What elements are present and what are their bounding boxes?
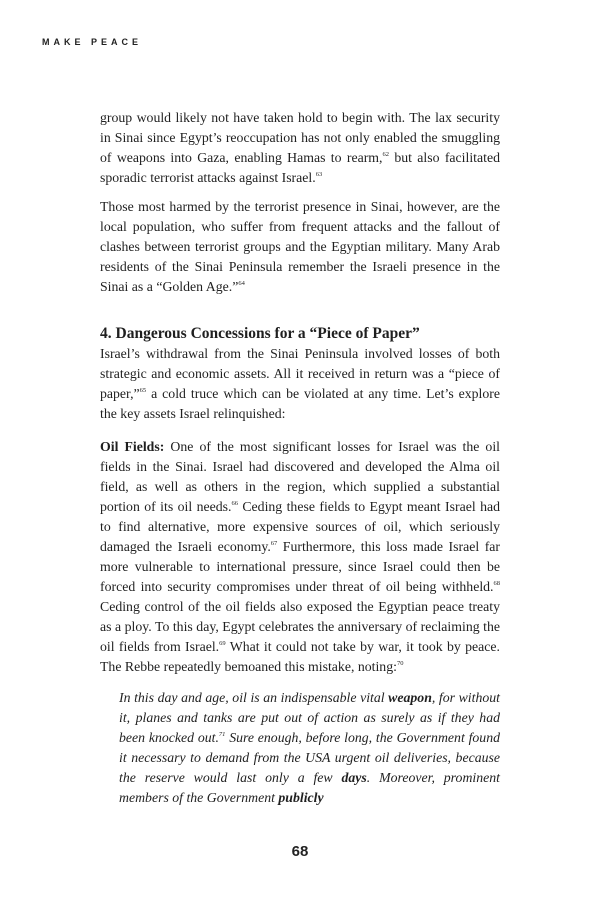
rebbe-quote: In this day and age, oil is an indispensable vital weapon, for without it, planes and tanks are put out of action as surely as if they had been knocked out.$^{71}$ Sure enough, before long, the Government found it necessary to demand from the USA urgent oil deliveries, because the reserve would last only a few days. Moreover, prominent members of the Government publicly: [119, 690, 500, 805]
footnote-ref: 63: [315, 171, 323, 178]
footnote-ref: 65: [139, 387, 147, 394]
footnote-ref: 67: [270, 540, 278, 547]
paragraph-sinai-security: group would likely not have taken hold to begin with. The lax security in Sinai since Egypt’s reoccupation has not only enabled the smuggling of weapons into Gaza, enabling Hamas to rearm,$^{62}$ but also facilitated sporadic terrorist attacks against Israel.$^{63}$: [100, 110, 500, 185]
running-head: MAKE PEACE: [42, 37, 143, 47]
paragraph-local-population: Those most harmed by the terrorist presence in Sinai, however, are the local population, who suffer from frequent attacks and the fallout of clashes between terrorist groups and the Egyptian military. Many Arab residents of the Sinai Peninsula remember the Israeli presence in the Sinai as a “Golden Age.”$^{64}$: [100, 199, 500, 294]
footnote-ref: 66: [231, 500, 238, 507]
footnote-ref: 62: [382, 151, 389, 158]
page-number: 68: [291, 843, 309, 860]
footnote-ref: 64: [238, 280, 245, 287]
footnote-ref: 70: [396, 660, 404, 667]
footnote-ref: 68: [493, 580, 500, 587]
footnote-ref: 71: [218, 731, 226, 738]
body-text: [100, 108, 500, 808]
paragraph-withdrawal: Israel’s withdrawal from the Sinai Peninsula involved losses of both strategic and economic assets. All it received in return was a “piece of paper,”$^{65}$ a cold truce which can be violated at any time. Let’s explore the key assets Israel relinquished:: [100, 346, 500, 421]
oil-fields-lead: Oil Fields:: [100, 439, 165, 454]
footnote-ref: 69: [219, 640, 226, 647]
paragraph-oil-fields: Oil Fields: One of the most significant losses for Israel was the oil fields in the Sinai. Israel had discovered and developed the Alma oil field, as well as others in the region, which supplied a substantial portion of its oil needs.$^{66}$ Ceding these fields to Egypt meant Israel had to find alternative, more expensive sources of oil, which seriously damaged the Israeli economy.$^{67}$ Furthermore, this loss made Israel far more vulnerable to international pressure, since Israel could then be forced into security compromises under threat of oil being withheld.$^{68}$ Ceding control of the oil fields also exposed the Egyptian peace treaty as a ploy. To this day, Egypt celebrates the anniversary of reclaiming the oil fields from Israel.$^{69}$ What it could not take by war, it took by peace. The Rebbe repeatedly bemoaned this mistake, noting:$^{70}$: [100, 439, 501, 674]
section-heading: 4. Dangerous Concessions for a “Piece of Paper”: [100, 325, 420, 342]
